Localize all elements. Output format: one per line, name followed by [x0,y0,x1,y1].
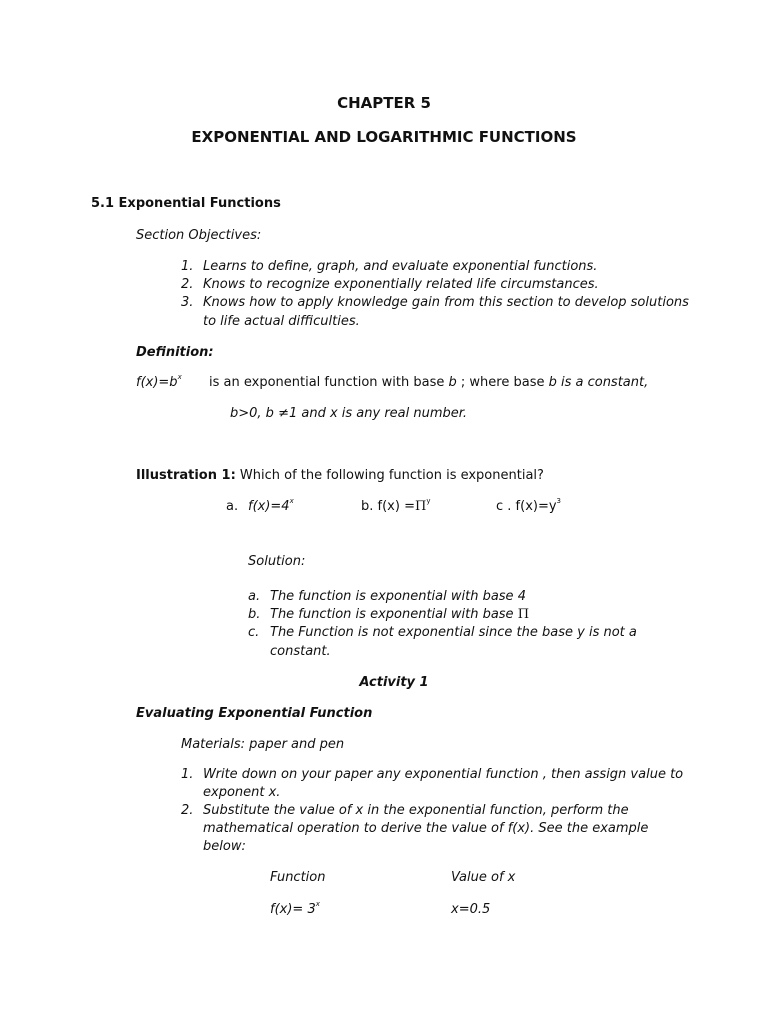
definition-text [209,375,648,390]
solution-item [248,607,529,622]
step-text: Write down on your paper any exponential function , then assign value to [203,767,684,782]
illustration-text: Which of the following function is exponential? [235,468,544,483]
illustration-label: Illustration 1: [136,468,236,483]
illustration-option-c [496,499,561,514]
definition-exponent: x [177,373,182,381]
option-function: b. f(x) = [361,499,415,514]
solution-letter: b. [248,607,261,622]
solution-label: Solution: [248,554,306,569]
illustration-option-b [361,499,430,514]
solution-letter: a. [248,589,261,604]
option-letter: a. [226,499,239,514]
step-text-continued: exponent x. [203,785,281,800]
objective-text: Knows to recognize exponentially related life circumstances. [203,277,599,292]
table-header-function: Function [270,870,326,885]
definition-conditions: b>0, b ≠1 and x is any real number. [230,406,468,421]
option-function: c . f(x)=y [496,499,557,514]
activity-step [181,803,629,818]
solution-text: The Function is not exponential since the base y is not a [270,625,637,640]
chapter-title: EXPONENTIAL AND LOGARITHMIC FUNCTIONS [191,128,577,146]
solution-letter: c. [248,625,260,640]
objectives-label: Section Objectives: [136,228,262,243]
objective-text: Learns to define, graph, and evaluate exponential functions. [203,259,598,274]
activity-step [181,767,683,782]
definition-fx: f(x)=b [136,375,178,390]
option-exponent: 3 [556,497,562,505]
solution-item [248,589,526,604]
definition-text-d: b is a constant, [548,375,649,390]
step-text: Substitute the value of x in the exponential function, perform the [203,803,629,818]
step-number: 2. [181,803,194,818]
solution-text: The function is exponential with base 4 [270,589,526,604]
option-exponent: x [289,497,294,505]
step-text-continued: below: [203,839,246,854]
activity-title: Activity 1 [359,675,429,690]
table-cell-function [270,902,320,917]
objective-number: 1. [181,259,194,274]
solution-item [248,625,637,640]
activity-subtitle: Evaluating Exponential Function [136,706,373,721]
definition-text-b: b [448,375,457,390]
chapter-label: CHAPTER 5 [337,94,431,112]
pi-symbol: Π [414,499,427,514]
objective-text: Knows how to apply knowledge gain from this section to develop solutions [203,295,689,310]
objective-item [181,259,597,274]
solution-text: The function is exponential with base [270,607,518,622]
table-header-value: Value of x [451,870,516,885]
objective-item [181,295,689,310]
definition-text-a: is an exponential function with base [209,375,449,390]
objective-text-continued: to life actual difficulties. [203,314,360,329]
objective-item [181,277,599,292]
option-function: f(x)=4 [248,499,290,514]
definition-text-c: ; where base [456,375,549,390]
table-function: f(x)= 3 [270,902,316,917]
objective-number: 3. [181,295,194,310]
activity-materials: Materials: paper and pen [181,737,345,752]
definition-function [136,375,182,390]
illustration-option-a [226,499,294,514]
step-number: 1. [181,767,194,782]
table-exponent: x [315,900,320,908]
section-heading: 5.1 Exponential Functions [91,196,281,211]
objective-number: 2. [181,277,194,292]
step-text-continued: mathematical operation to derive the value of f(x). See the example [203,821,649,836]
option-exponent: y [426,497,431,505]
table-cell-value: x=0.5 [451,902,491,917]
definition-label: Definition: [136,345,214,360]
illustration-question [136,468,544,483]
solution-text-continued: constant. [270,644,331,659]
pi-symbol: Π [517,607,530,622]
